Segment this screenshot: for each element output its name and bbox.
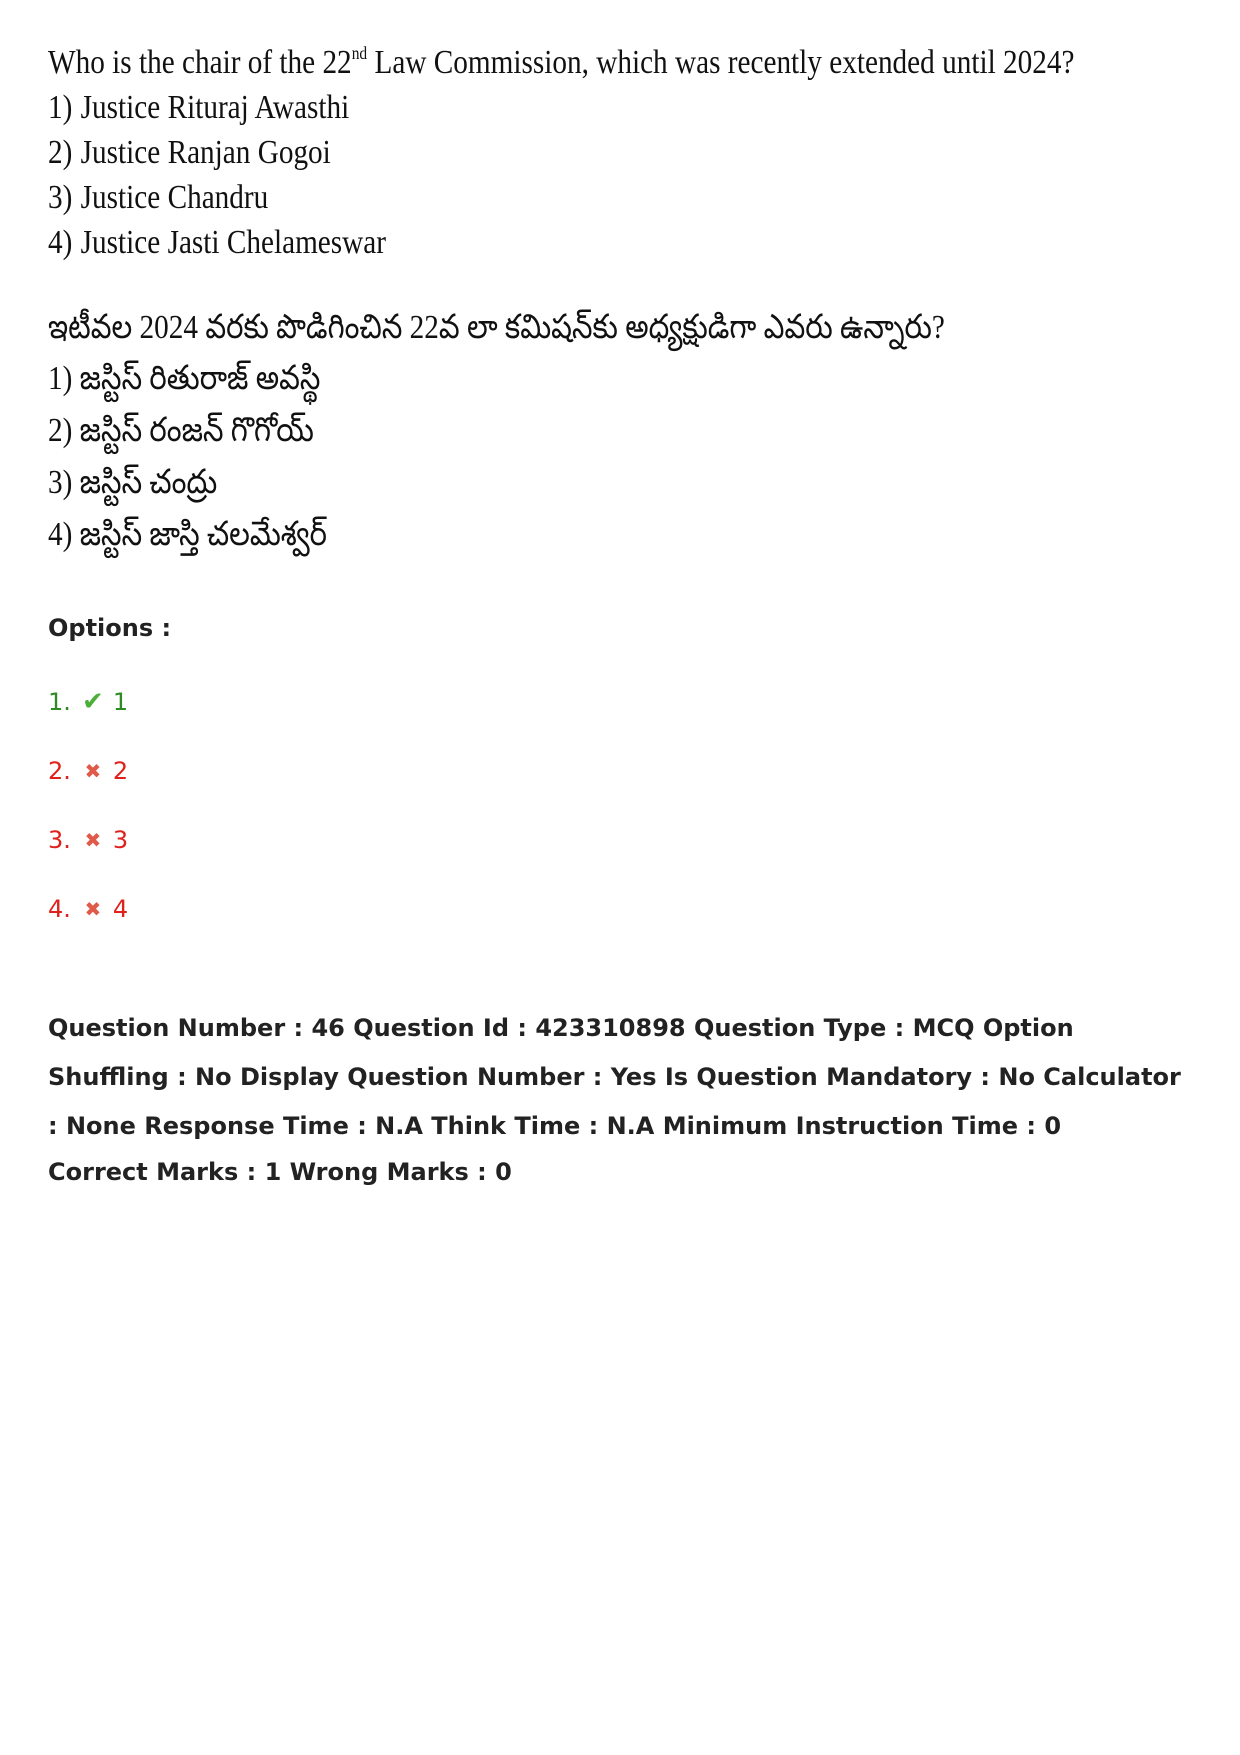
answer-option-4 bbox=[48, 895, 128, 964]
telugu-option-4: 4) జస్టిస్ జాస్తి చలమేశ్వర్ bbox=[48, 516, 327, 553]
answer-option-value: 2 bbox=[112, 757, 129, 785]
answer-option-number: 4. bbox=[48, 895, 71, 923]
ordinal-suffix: nd bbox=[351, 43, 368, 63]
answer-option-number: 2. bbox=[48, 757, 71, 785]
option-number: 2) bbox=[48, 134, 73, 171]
answer-options bbox=[48, 688, 128, 964]
option-text: Justice Chandru bbox=[80, 179, 269, 216]
answer-option-number: 1. bbox=[48, 688, 71, 716]
question-text-telugu: ఇటీవల 2024 వరకు పొడిగించిన 22వ లా కమిషన్‌కు అధ్యక్షుడిగా ఎవరు ఉన్నారు? bbox=[48, 309, 945, 346]
option-number: 4) bbox=[48, 224, 73, 261]
english-option-3 bbox=[48, 175, 822, 220]
option-text: Justice Jasti Chelameswar bbox=[80, 224, 387, 261]
option-number: 3) bbox=[48, 179, 73, 216]
telugu-option-1: 1) జస్టిస్ రితురాజ్ అవస్థి bbox=[48, 360, 321, 397]
marks-info: Correct Marks : 1 Wrong Marks : 0 bbox=[48, 1158, 512, 1186]
telugu-option-2: 2) జస్టిస్ రంజన్ గొగోయ్ bbox=[48, 412, 314, 449]
question-text-english bbox=[48, 40, 1075, 85]
answer-option-3 bbox=[48, 826, 128, 895]
english-option-4 bbox=[48, 220, 822, 265]
question-metadata: Question Number : 46 Question Id : 423310898 Question Type : MCQ Option Shuffling : No Display Question Number : Yes Is Question Mandatory : No Calculator : None Response Time : N.A Think Time : N.A Minimum Instruction Time : 0 bbox=[48, 1014, 1181, 1140]
option-number: 1) bbox=[48, 89, 73, 126]
options-heading: Options : bbox=[48, 614, 172, 642]
answer-option-2 bbox=[48, 757, 128, 826]
check-icon: ✔ bbox=[82, 687, 104, 717]
question-text-part: Who is the chair of the 22 bbox=[48, 44, 352, 81]
question-text-part: Law Commission, which was recently extended until 2024? bbox=[367, 44, 1075, 81]
answer-option-value: 4 bbox=[112, 895, 129, 923]
english-option-2 bbox=[48, 130, 822, 175]
telugu-question-block bbox=[48, 303, 948, 561]
option-text: Justice Rituraj Awasthi bbox=[80, 89, 350, 126]
option-text: Justice Ranjan Gogoi bbox=[80, 134, 331, 171]
telugu-option-3: 3) జస్టిస్ చంద్రు bbox=[48, 464, 218, 501]
answer-option-number: 3. bbox=[48, 826, 71, 854]
answer-option-value: 1 bbox=[112, 688, 129, 716]
answer-option-value: 3 bbox=[112, 826, 129, 854]
question-image bbox=[48, 40, 1075, 561]
cross-icon: ✖ bbox=[84, 828, 102, 852]
answer-option-1 bbox=[48, 688, 128, 757]
english-option-1 bbox=[48, 85, 822, 130]
cross-icon: ✖ bbox=[84, 759, 102, 783]
cross-icon: ✖ bbox=[84, 897, 102, 921]
